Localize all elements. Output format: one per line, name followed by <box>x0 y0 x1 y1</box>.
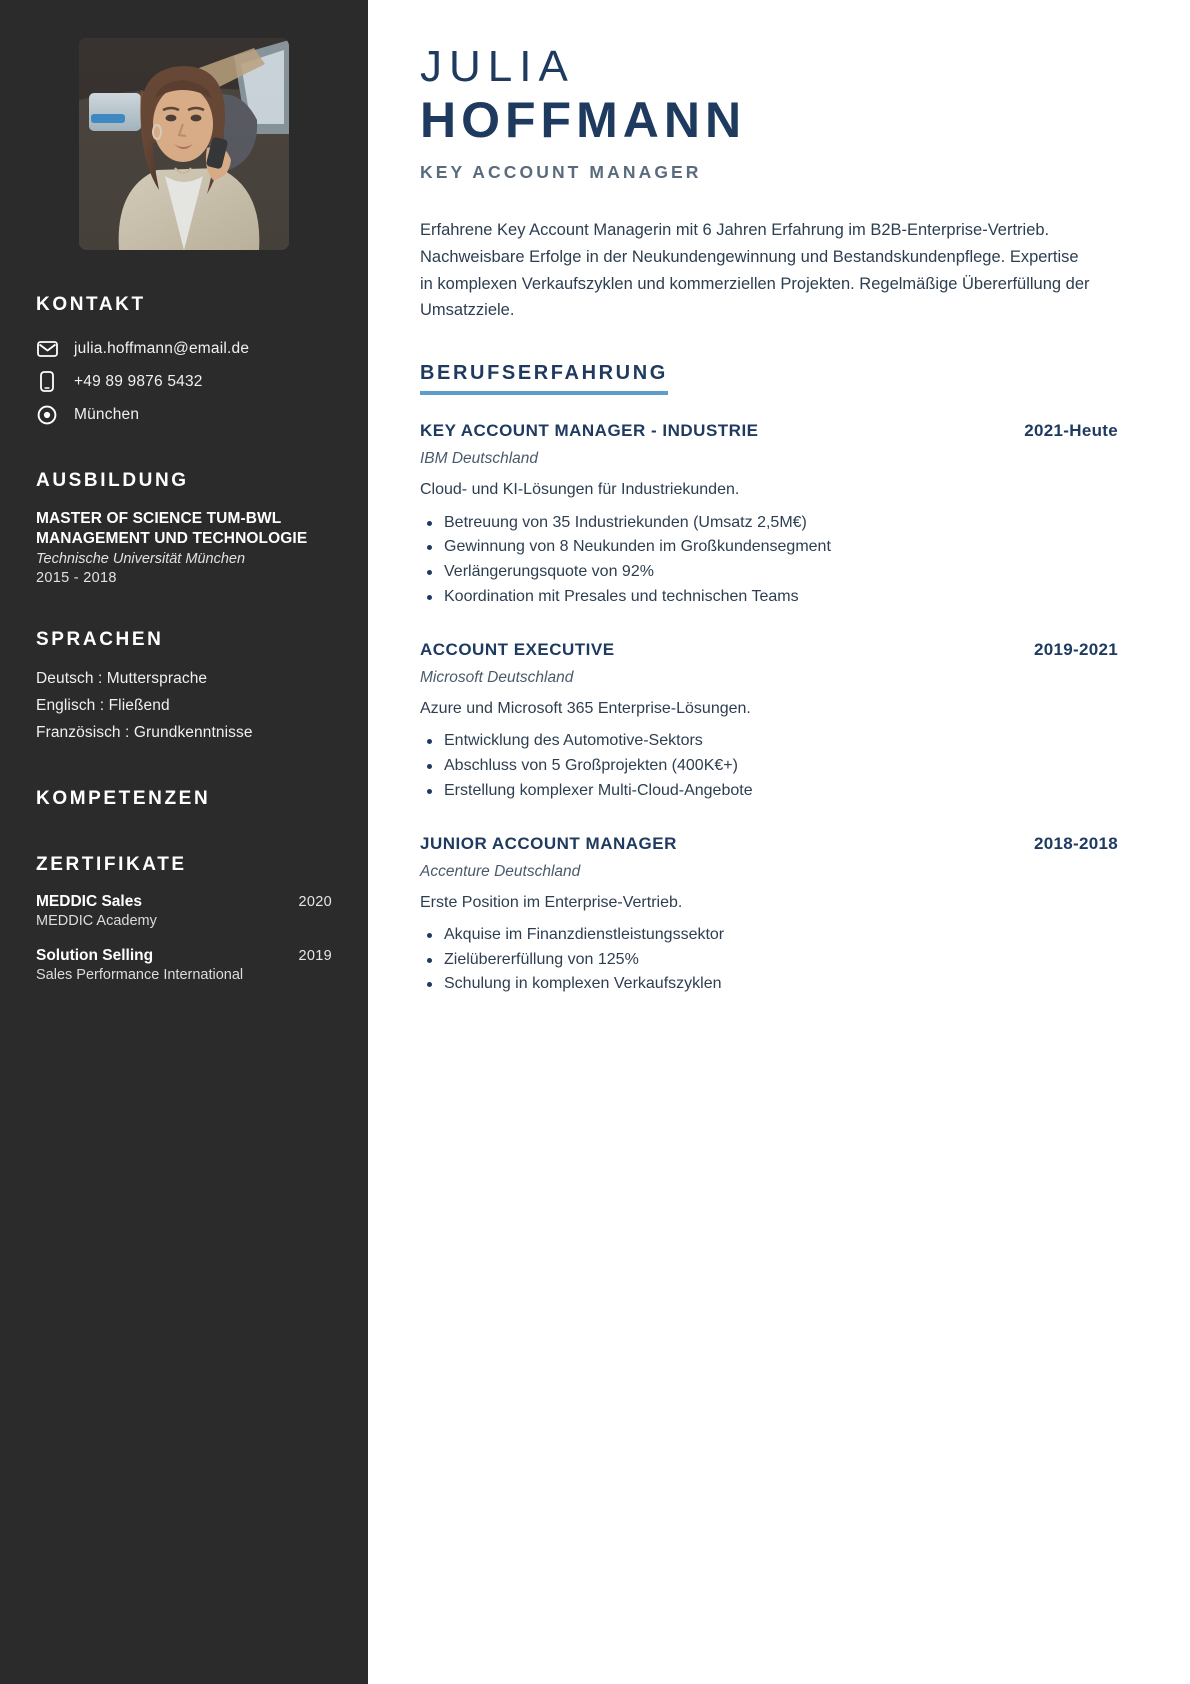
profile-photo <box>79 38 289 250</box>
certificate-year: 2019 <box>298 948 332 965</box>
phone-icon <box>36 371 58 392</box>
last-name: HOFFMANN <box>420 92 747 149</box>
certificate-year: 2020 <box>298 894 332 911</box>
experience-role: ACCOUNT EXECUTIVE <box>420 639 615 659</box>
experience-role: KEY ACCOUNT MANAGER - INDUSTRIE <box>420 421 759 441</box>
experience-bullet: Betreuung von 35 Industriekunden (Umsatz 2,5M€) <box>420 511 1118 536</box>
languages-heading: SPRACHEN <box>36 629 164 651</box>
experience-header <box>420 640 1118 660</box>
experience-description: Cloud- und KI-Lösungen für Industriekunden. <box>420 481 740 499</box>
contact-phone-value: +49 89 9876 5432 <box>74 372 203 390</box>
experience-header <box>420 421 1118 441</box>
experience-list <box>420 421 1118 997</box>
experience-dates: 2019-2021 <box>1034 639 1118 659</box>
experience-company: Microsoft Deutschland <box>420 668 574 686</box>
job-title: KEY ACCOUNT MANAGER <box>420 162 702 183</box>
experience-description: Erste Position im Enterprise-Vertrieb. <box>420 893 683 911</box>
languages-list <box>36 666 332 746</box>
main-content <box>368 0 1190 1684</box>
certificate-issuer: Sales Performance International <box>36 967 244 984</box>
experience-bullet: Zielübererfüllung von 125% <box>420 948 1118 973</box>
certificate-name: MEDDIC Sales <box>36 893 142 911</box>
experience-company: Accenture Deutschland <box>420 862 581 880</box>
experience-role: JUNIOR ACCOUNT MANAGER <box>420 833 677 853</box>
contact-email-value: julia.hoffmann@email.de <box>74 339 250 357</box>
contact-location-value: München <box>74 405 140 423</box>
sidebar <box>0 0 368 1684</box>
certificate-item <box>36 893 332 929</box>
experience-bullet: Entwicklung des Automotive-Sektors <box>420 729 1118 754</box>
language-item: Englisch : Fließend <box>36 696 170 714</box>
experience-description: Azure und Microsoft 365 Enterprise-Lösungen. <box>420 699 751 717</box>
education-school: Technische Universität München <box>36 550 246 567</box>
experience-bullets <box>420 729 1118 803</box>
certificate-item <box>36 947 332 983</box>
education-years: 2015 - 2018 <box>36 570 117 587</box>
contact-item-email[interactable] <box>36 332 332 365</box>
education-entry <box>36 509 332 586</box>
experience-bullet: Akquise im Finanzdienstleistungssektor <box>420 923 1118 948</box>
certificates-heading: ZERTIFIKATE <box>36 854 187 876</box>
experience-company: IBM Deutschland <box>420 450 539 468</box>
experience-bullet: Schulung in komplexen Verkaufszyklen <box>420 972 1118 997</box>
education-degree: MASTER OF SCIENCE TUM-BWL MANAGEMENT UND TECHNOLOGIE <box>36 510 308 547</box>
experience-bullet: Gewinnung von 8 Neukunden im Großkundensegment <box>420 535 1118 560</box>
experience-bullet: Koordination mit Presales und technischen Teams <box>420 585 1118 610</box>
certificates-list <box>36 893 332 983</box>
experience-bullet: Verlängerungsquote von 92% <box>420 560 1118 585</box>
first-name: JULIA <box>420 42 575 91</box>
contact-heading: KONTAKT <box>36 294 146 315</box>
experience-dates: 2018-2018 <box>1034 833 1118 853</box>
experience-item <box>420 834 1118 998</box>
experience-bullets <box>420 511 1118 610</box>
language-item: Französisch : Grundkenntnisse <box>36 723 253 741</box>
certificate-header <box>36 893 332 911</box>
profile-photo-wrapper <box>36 38 332 250</box>
education-heading: AUSBILDUNG <box>36 470 189 491</box>
experience-heading: BERUFSERFAHRUNG <box>420 362 668 395</box>
experience-dates: 2021-Heute <box>1024 421 1118 441</box>
certificate-issuer: MEDDIC Academy <box>36 913 157 930</box>
experience-item <box>420 640 1118 804</box>
language-item: Deutsch : Muttersprache <box>36 670 208 688</box>
experience-item <box>420 421 1118 610</box>
profile-photo-illustration <box>79 38 289 250</box>
location-pin-icon <box>36 405 58 425</box>
experience-header <box>420 834 1118 854</box>
summary-paragraph: Erfahrene Key Account Managerin mit 6 Jahren Erfahrung im B2B-Enterprise-Vertrieb. Nachweisbare Erfolge in der Neukundengewinnung und Bestandskundenpflege. Expertise in komplexen Verkaufszyklen und kommerziellen Projekten. Regelmäßige Übererfüllung der Umsatzziele. <box>420 221 1090 320</box>
certificate-name: Solution Selling <box>36 947 154 965</box>
envelope-icon <box>36 341 58 357</box>
skills-heading: KOMPETENZEN <box>36 788 211 810</box>
contact-list <box>36 332 332 431</box>
experience-bullet: Abschluss von 5 Großprojekten (400K€+) <box>420 754 1118 779</box>
experience-bullet: Erstellung komplexer Multi-Cloud-Angebote <box>420 779 1118 804</box>
contact-item-location[interactable] <box>36 398 332 431</box>
contact-item-phone[interactable] <box>36 365 332 398</box>
experience-bullets <box>420 923 1118 997</box>
certificate-header <box>36 947 332 965</box>
